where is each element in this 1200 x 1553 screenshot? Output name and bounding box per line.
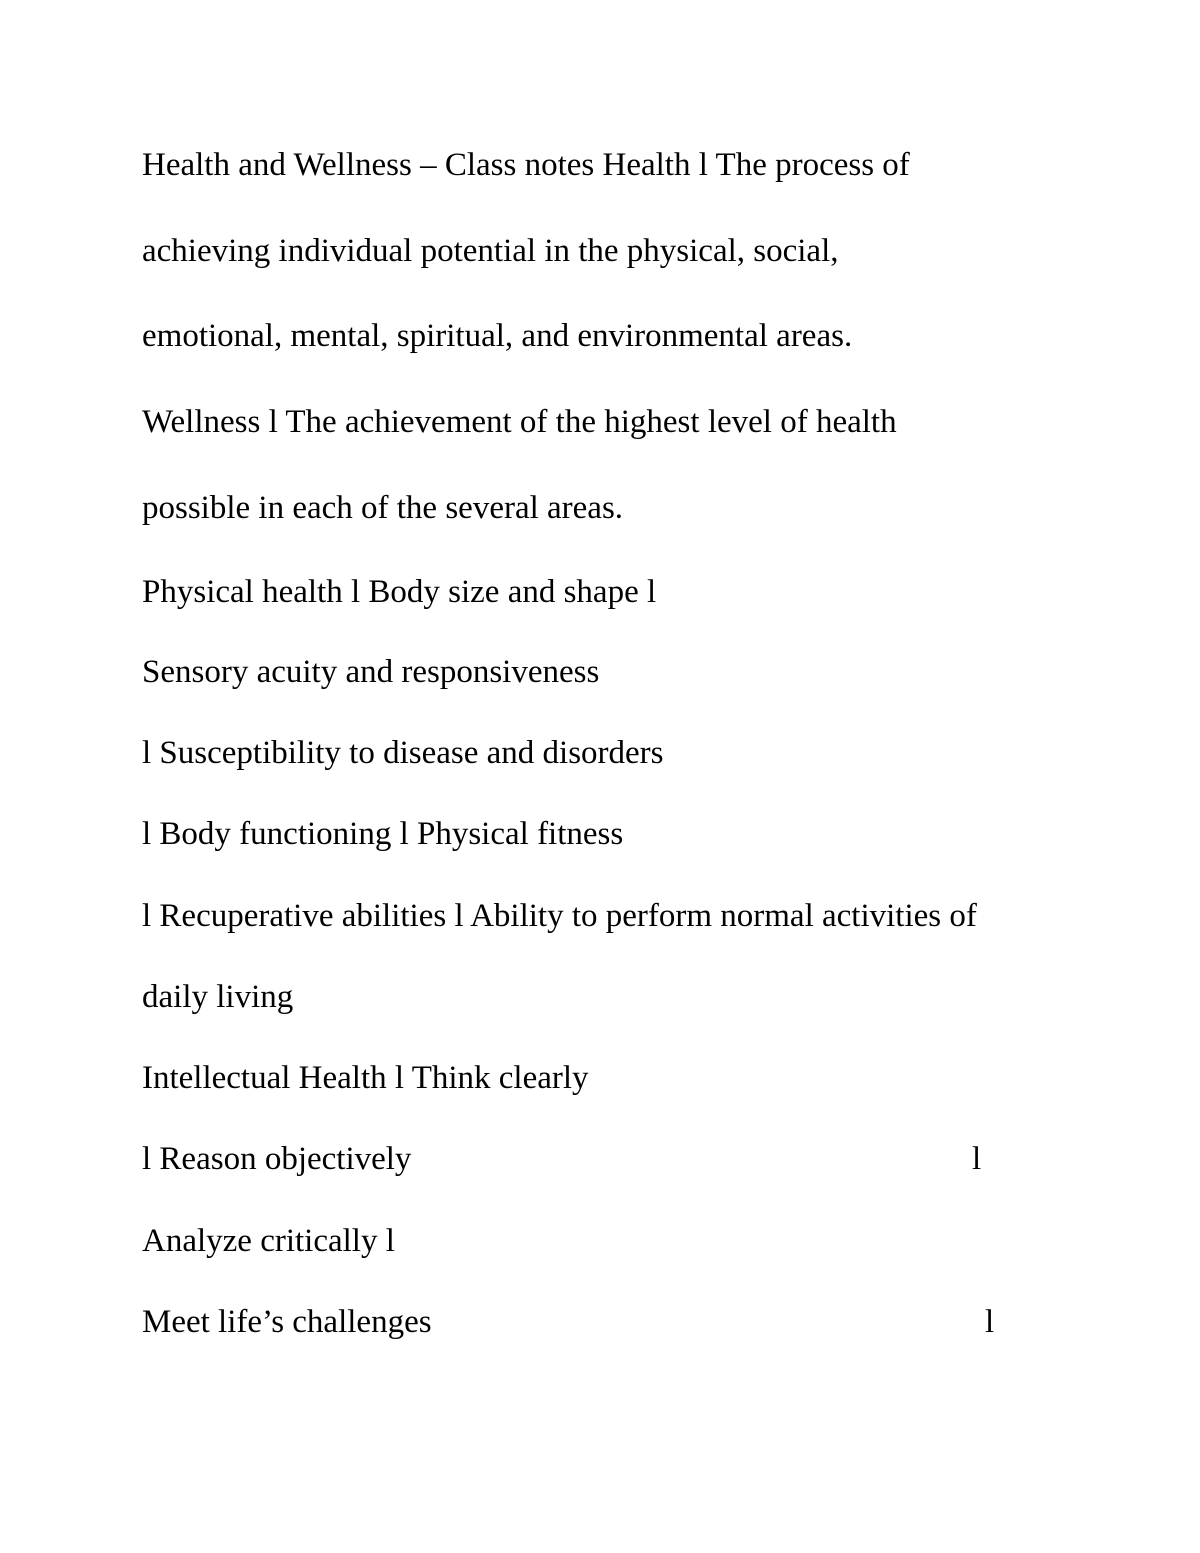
text-line-7: Sensory acuity and responsiveness [142, 654, 600, 690]
text-line-9: l Body functioning l Physical fitness [142, 816, 624, 852]
text-line-3: emotional, mental, spiritual, and environmental areas. [142, 318, 853, 354]
text-line-10: l Recuperative abilities l Ability to perform normal activities of [142, 898, 977, 934]
text-line-8: l Susceptibility to disease and disorders [142, 735, 664, 771]
text-line-2: achieving individual potential in the physical, social, [142, 233, 839, 269]
text-line-12: Intellectual Health l Think clearly [142, 1060, 589, 1096]
text-line-14: Analyze critically l [142, 1223, 395, 1259]
text-line-6: Physical health l Body size and shape l [142, 574, 657, 610]
text-line-11: daily living [142, 979, 294, 1015]
text-line-4: Wellness l The achievement of the highest level of health [142, 404, 897, 440]
text-line-1: Health and Wellness – Class notes Health l The process of [142, 147, 910, 183]
text-line-15: Meet life’s challenges [142, 1304, 432, 1340]
trailing-marker-reason: l [972, 1141, 982, 1177]
text-line-5: possible in each of the several areas. [142, 490, 624, 526]
trailing-marker-challenges: l [985, 1304, 995, 1340]
text-line-13: l Reason objectively [142, 1141, 412, 1177]
